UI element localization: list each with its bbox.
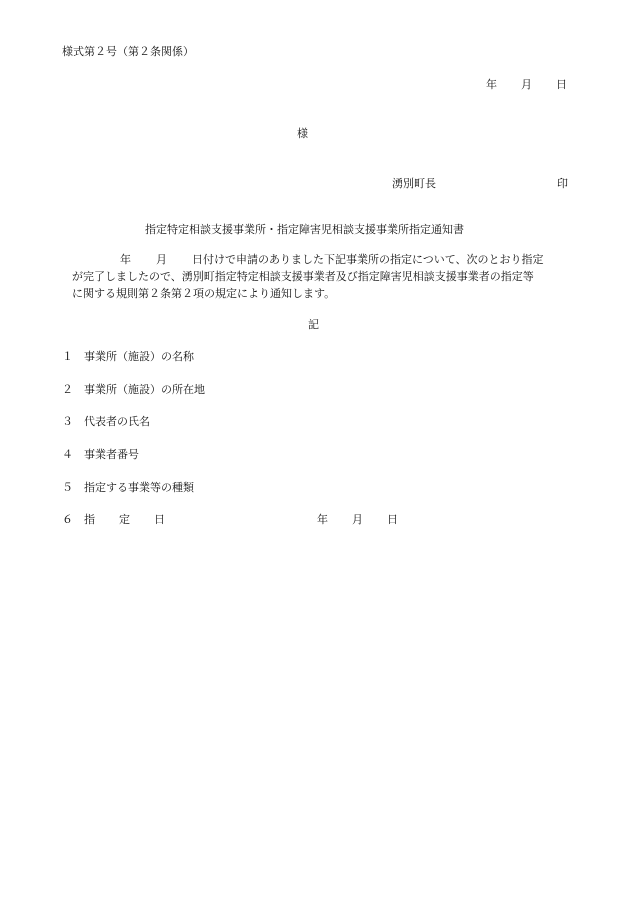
body-year-label: 年 — [120, 253, 131, 266]
item-number: ２ — [62, 383, 73, 396]
item-number: ５ — [62, 481, 73, 494]
item-number: ３ — [62, 415, 73, 428]
body-paragraph — [72, 251, 572, 302]
item6-char-2: 定 — [119, 513, 130, 526]
item6-month-label: 月 — [352, 513, 363, 526]
document-title: 指定特定相談支援事業所・指定障害児相談支援事業所指定通知書 — [145, 223, 464, 236]
date-day-label: 日 — [556, 78, 567, 91]
item-label: 代表者の氏名 — [84, 415, 150, 428]
date-year-label: 年 — [486, 78, 497, 91]
list-item-designation-date — [62, 514, 398, 525]
issuer-name: 湧別町長 — [392, 177, 436, 190]
list-item — [62, 482, 194, 493]
item6-year-label: 年 — [317, 513, 328, 526]
addressee-suffix: 様 — [297, 127, 308, 140]
item-label: 事業所（施設）の所在地 — [84, 383, 205, 396]
item-label: 指定する事業等の種類 — [84, 481, 194, 494]
form-number: 様式第２号（第２条関係） — [62, 45, 194, 58]
item6-date-group — [317, 514, 398, 525]
item6-char-1: 指 — [84, 513, 95, 526]
list-item — [62, 351, 194, 362]
item-number: １ — [62, 350, 73, 363]
list-item — [62, 384, 205, 395]
ki-heading: 記 — [308, 318, 319, 331]
item-number: ４ — [62, 448, 73, 461]
date-header — [486, 79, 567, 90]
seal-mark: 印 — [557, 177, 568, 190]
item-label: 事業者番号 — [84, 448, 139, 461]
body-month-label: 月 — [156, 253, 167, 266]
date-month-label: 月 — [521, 78, 532, 91]
item-number: ６ — [62, 513, 73, 526]
body-line-2: が完了しましたので、湧別町指定特定相談支援事業者及び指定障害児相談支援事業者の指定等 — [72, 270, 534, 283]
list-item — [62, 416, 150, 427]
body-line-3: に関する規則第２条第２項の規定により通知します。 — [72, 287, 336, 300]
item6-char-3: 日 — [154, 513, 165, 526]
body-line-1-text: 日付けで申請のありました下記事業所の指定について、次のとおり指定 — [192, 253, 544, 266]
item-label: 事業所（施設）の名称 — [84, 350, 194, 363]
item6-day-label: 日 — [387, 513, 398, 526]
body-line-1 — [72, 251, 572, 268]
list-item — [62, 449, 139, 460]
